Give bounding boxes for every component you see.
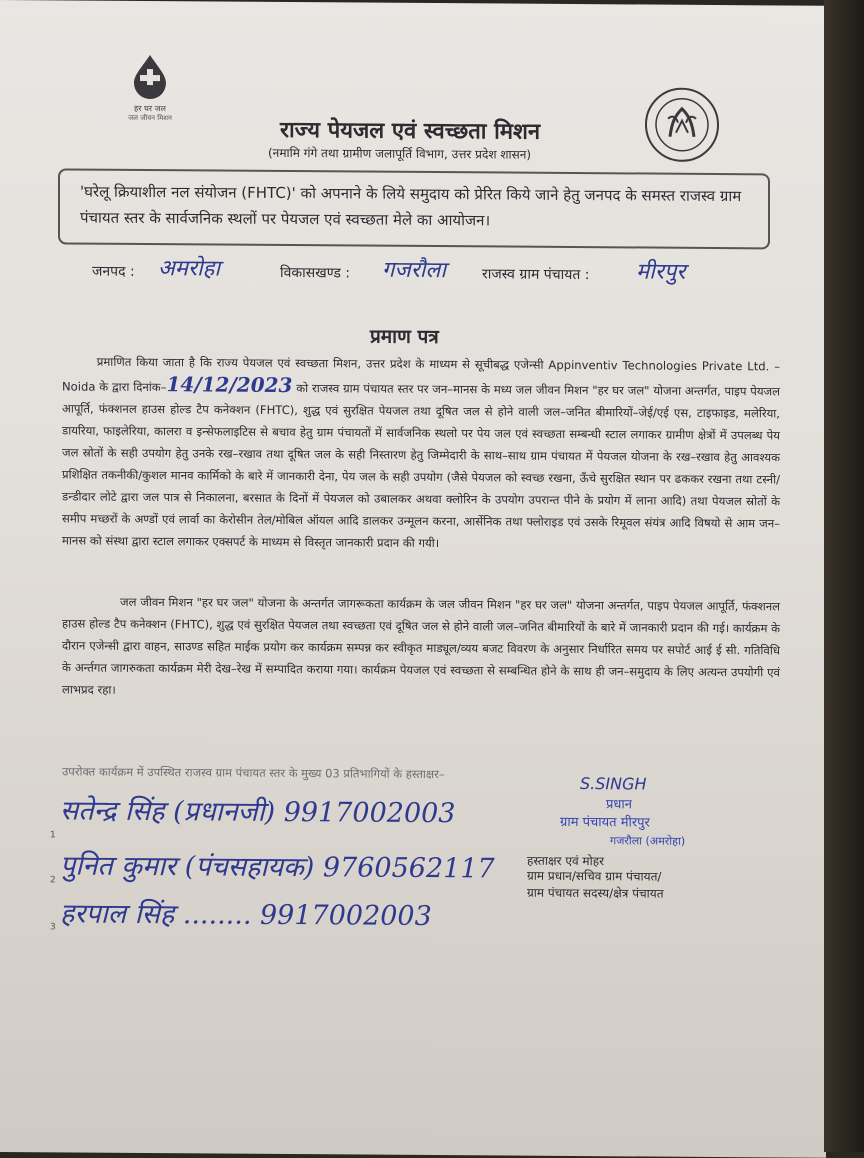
participant-signature-2 — [60, 845, 495, 885]
stamp-line-3: गजरौला (अमरोहा) — [610, 834, 686, 848]
participants-note: उपरोक्त कार्यक्रम में उपस्थित राजस्व ग्राम पंचायत स्तर के मुख्य 03 प्रतिभागियों के हस्ताक्षर– — [62, 764, 445, 782]
seal-label: हस्ताक्षर एवं मोहर — [527, 853, 605, 869]
paragraph-1 — [62, 350, 780, 556]
stamp-line-2: ग्राम पंचायत मीरपुर — [560, 814, 650, 831]
block-value: गजरौला — [382, 257, 447, 284]
panchayat-label: राजस्व ग्राम पंचायत : — [482, 266, 590, 284]
page-title: राज्य पेयजल एवं स्वच्छता मिशन — [280, 117, 541, 145]
page-subtitle: (नमामि गंगे तथा ग्रामीण जलापूर्ति विभाग, उत्तर प्रदेश शासन) — [268, 145, 532, 162]
para1-start: प्रमाणित किया जाता है कि राज्य पेयजल एवं स्वच्छता मिशन, उत्तर प्रदेश के माध्यम से सूचीबद्ध एजेन्सी Appinventiv Technologies Private Ltd. – Noida के द्वारा दिनांक– — [62, 354, 780, 395]
har-ghar-jal-logo — [120, 53, 180, 133]
stamp-line-1: प्रधान — [606, 797, 632, 813]
emblem-icon — [642, 84, 722, 165]
participant-1-text: सतेन्द्र सिंह (प्रधानजी) 9917002003 — [60, 795, 456, 830]
district-label: जनपद : — [92, 263, 135, 280]
para1-rest: को राजस्व ग्राम पंचायत स्तर पर जन–मानस के मध्य जल जीवन मिशन "हर घर जल" योजना अन्तर्गत, पाइप पेयजल आपूर्ति, फंक्शनल हाउस होल्ड टैप कनेक्शन (FHTC), शुद्ध एवं सुरक्षित पेयजल तथा दूषित जल से होने वाली जल–जनित बीमारियों–जेई/एई एस, टाइफाइड, मलेरिया, डायरिया, फाइलेरिया, कालरा व इन्सेफलाइटिस से बचाव हेतु ग्राम पंचायतों में सार्वजनिक स्थलो पर पेय जल एवं स्वच्छता सम्बन्धी स्टाल लगाकर ग्रामीण क्षेत्रों में उपलब्ध पेय जल स्रोतों के सही उपयोग हेतु उनके रख–रखाव तथा दूषित जल के सही निस्तारण हेतु जिम्मेदारी के साथ–साथ ग्राम पंचायत में पेयजल योजना के रख–रखाव हेतु आवश्यक प्रशिक्षित तकनीकी/कुशल मानव कार्मिको के बारे में जानकारी देना, पेय जल के सही उपयोग (जैसे पेयजल को स्वच्छ रखना, ऊँचे सुरक्षित स्थान पर ढककर रखना तथा टस्नी/डन्डीदार लोटे द्वारा जल पात्र से निकालना, बरसात के दिनों में पेयजल को उबालकर अथवा क्लोरिन के उपयोग उपरान्त पीने के प्रयोग में लाना आदि) तथा पेयजल स्रोतों के समीप मच्छरों के अण्डों एवं लार्वा का केरोसीन तेल/मोबिल ऑयल आदि डालकर उन्मूलन करना, आर्सेनिक तथा फ्लोराइड एवं उसके रिमूवल संयंत्र आदि विषयो से आम जन–मानस को संस्था द्वारा स्टाल लगाकर एक्सपर्ट के माध्यम से विस्तृत जानकारी प्रदान की गयी। — [62, 381, 781, 551]
participant-3-text: हरपाल सिंह ........ 9917002003 — [60, 898, 432, 933]
location-fields — [92, 256, 732, 300]
signatory-lines — [527, 868, 664, 903]
pradhan-signature: S.SINGH — [580, 774, 647, 794]
district-value: अमरोहा — [158, 256, 221, 282]
banner-text: 'घरेलू क्रियाशील नल संयोजन (FHTC)' को अपनाने के लिये समुदाय को प्रेरित किये जाने हेतु जनपद के समस्त राजस्व ग्राम पंचायत स्तर के सार्वजनिक स्थलों पर पेयजल एवं स्वच्छता मेले का आयोजन। — [80, 182, 742, 230]
participant-signature-1 — [60, 790, 455, 830]
water-tap-icon — [120, 53, 180, 99]
signatory-line-1: ग्राम प्रधान/सचिव ग्राम पंचायत/ — [527, 868, 662, 884]
para2-text: जल जीवन मिशन "हर घर जल" योजना के अन्तर्गत जागरूकता कार्यक्रम के जल जीवन मिशन "हर घर जल" योजना अन्तर्गत, पाइप पेयजल आपूर्ति, फंक्शनल हाउस होल्ड टैप कनेक्शन (FHTC), शुद्ध एवं सुरक्षित पेयजल तथा स्वच्छता एवं दूषित जल से होने वाली जल–जनित बीमारियों के बारे में जानकारी प्रदान की गई। कार्यक्रम के दौरान एजेन्सी द्वारा वाहन, साउण्ड सहित माईक प्रयोग कर कार्यक्रम सम्पन्न कर स्वीकृत माड्यूल/व्यय बजट विवरण के अनुसार निर्धारित समय पर सपोर्ट आई ई सी. गतिविधि के अर्न्तगत जागरुकता कार्यक्रम मेरी देख–रेख में सम्पादित कराया गया। कार्यक्रम पेयजल एवं स्वच्छता से सम्बन्धित होने के साथ ही जन–समुदाय के लिए अत्यन्त उपयोगी एवं लाभप्रद रहा। — [62, 594, 780, 697]
participant-number-3: 3 — [50, 922, 56, 933]
participant-2-text: पुनित कुमार (पंचसहायक) 9760562117 — [60, 850, 495, 885]
participant-number-1: 1 — [50, 830, 56, 841]
certificate-heading: प्रमाण पत्र — [370, 325, 439, 349]
participant-number-2: 2 — [50, 875, 56, 886]
event-date: 14/12/2023 — [166, 372, 293, 398]
paragraph-2 — [62, 590, 780, 705]
block-label: विकासखण्ड : — [280, 264, 351, 282]
background-edge — [824, 0, 864, 1152]
participant-signature-3 — [60, 893, 432, 933]
up-govt-emblem — [642, 84, 722, 165]
panchayat-value: मीरपुर — [636, 259, 686, 285]
logo-subtext: जल जीवन मिशन — [128, 113, 172, 123]
signatory-line-2: ग्राम पंचायत सदस्य/क्षेत्र पंचायत — [527, 885, 664, 901]
logo-text: हर घर जल — [134, 103, 166, 114]
